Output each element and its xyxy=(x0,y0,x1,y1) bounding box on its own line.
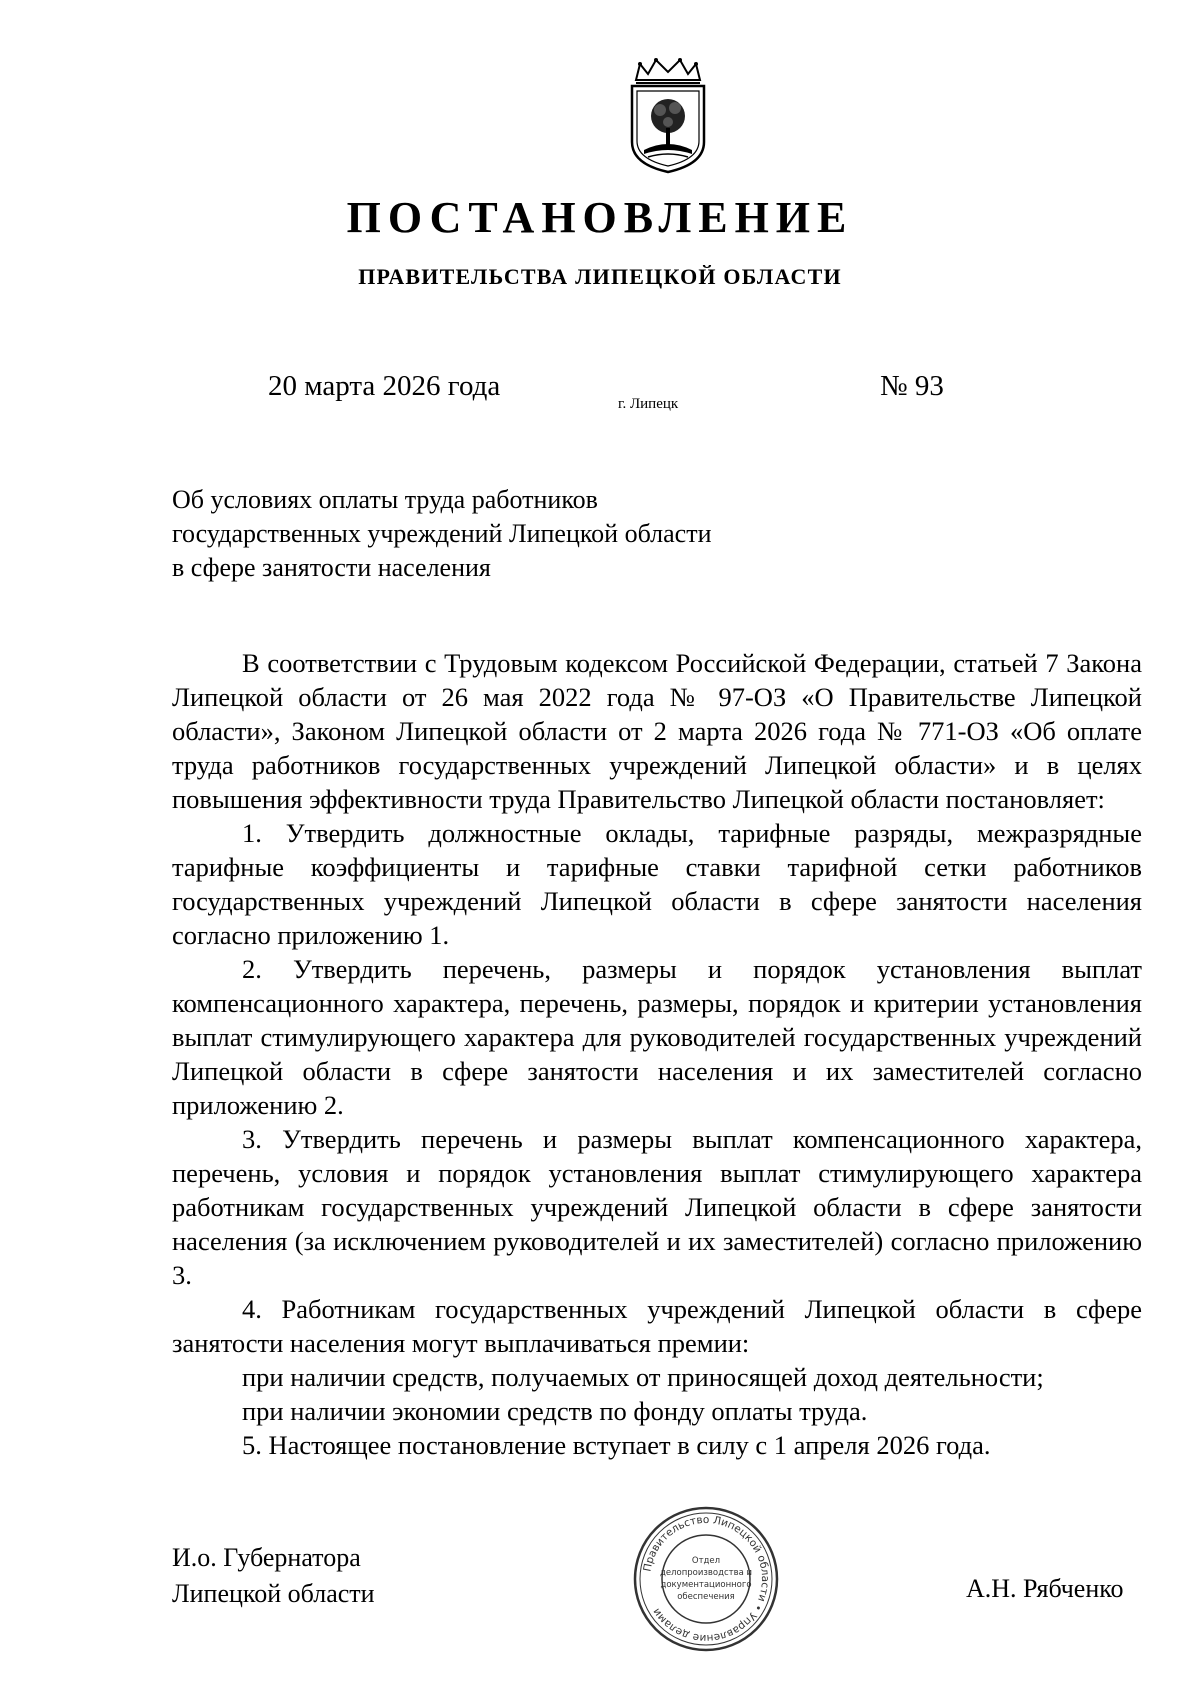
item-2: 2. Утвердить перечень, размеры и порядок установления выплат компенсационного характера, перечень, размеры, порядок и критерии установления выплат стимулирующего характера для руководителей государственных учреждений Липецкой области в сфере занятости населения и их заместителей согласно приложению 2. xyxy=(172,954,1142,1120)
item-3: 3. Утвердить перечень и размеры выплат компенсационного характера, перечень, условия и порядок установления выплат стимулирующего характера работникам государственных учреждений Липецкой области в сфере занятости населения (за исключением руководителей и их заместителей) согласно приложению 3. xyxy=(172,1124,1142,1290)
svg-text:Отдел: Отдел xyxy=(691,1556,721,1566)
document-city: г. Липецк xyxy=(618,396,679,412)
document-date: 20 марта 2026 года xyxy=(268,370,501,402)
signatory-position-line: И.о. Губернатора xyxy=(172,1543,361,1572)
svg-text:Правительство Липецкой области: Правительство Липецкой области • Управление делами xyxy=(641,1513,772,1645)
preamble: В соответствии с Трудовым кодексом Российской Федерации, статьей 7 Закона Липецкой области от 26 мая 2022 года № 97-ОЗ «О Правительстве Липецкой области», Законом Липецкой области от 2 марта 2026 года № 771-ОЗ «Об оплате труда работников государственных учреждений Липецкой области» и в целях повышения эффективности труда Правительство Липецкой области постановляет: xyxy=(172,648,1142,814)
svg-text:документационного: документационного xyxy=(660,1580,752,1590)
svg-text:обеспечения: обеспечения xyxy=(677,1592,735,1602)
subject-line: в сфере занятости населения xyxy=(172,553,491,582)
signatory-position xyxy=(172,1540,375,1612)
document-subject xyxy=(172,483,872,585)
coat-of-arms-icon xyxy=(622,58,714,176)
item-5: 5. Настоящее постановление вступает в силу с 1 апреля 2026 года. xyxy=(242,1430,991,1460)
document-issuer: ПРАВИТЕЛЬСТВА ЛИПЕЦКОЙ ОБЛАСТИ xyxy=(358,264,842,289)
signatory-position-line: Липецкой области xyxy=(172,1579,375,1608)
official-stamp-icon xyxy=(632,1505,780,1653)
document-title: ПОСТАНОВЛЕНИЕ xyxy=(346,193,854,242)
document-body xyxy=(172,646,1142,1462)
item-4: 4. Работникам государственных учреждений Липецкой области в сфере занятости населения могут выплачиваться премии: xyxy=(172,1294,1142,1358)
item-4-condition-2: при наличии экономии средств по фонду оплаты труда. xyxy=(242,1396,868,1426)
document-number: № 93 xyxy=(880,370,944,402)
item-1: 1. Утвердить должностные оклады, тарифные разряды, межразрядные тарифные коэффициенты и тарифные ставки тарифной сетки работников государственных учреждений Липецкой области в сфере занятости населения согласно приложению 1. xyxy=(172,818,1142,950)
svg-text:делопроизводства и: делопроизводства и xyxy=(659,1568,753,1578)
subject-line: Об условиях оплаты труда работников xyxy=(172,485,598,514)
signatory-name: А.Н. Рябченко xyxy=(966,1574,1124,1603)
item-4-condition-1: при наличии средств, получаемых от приносящей доход деятельности; xyxy=(242,1362,1044,1392)
subject-line: государственных учреждений Липецкой области xyxy=(172,519,712,548)
